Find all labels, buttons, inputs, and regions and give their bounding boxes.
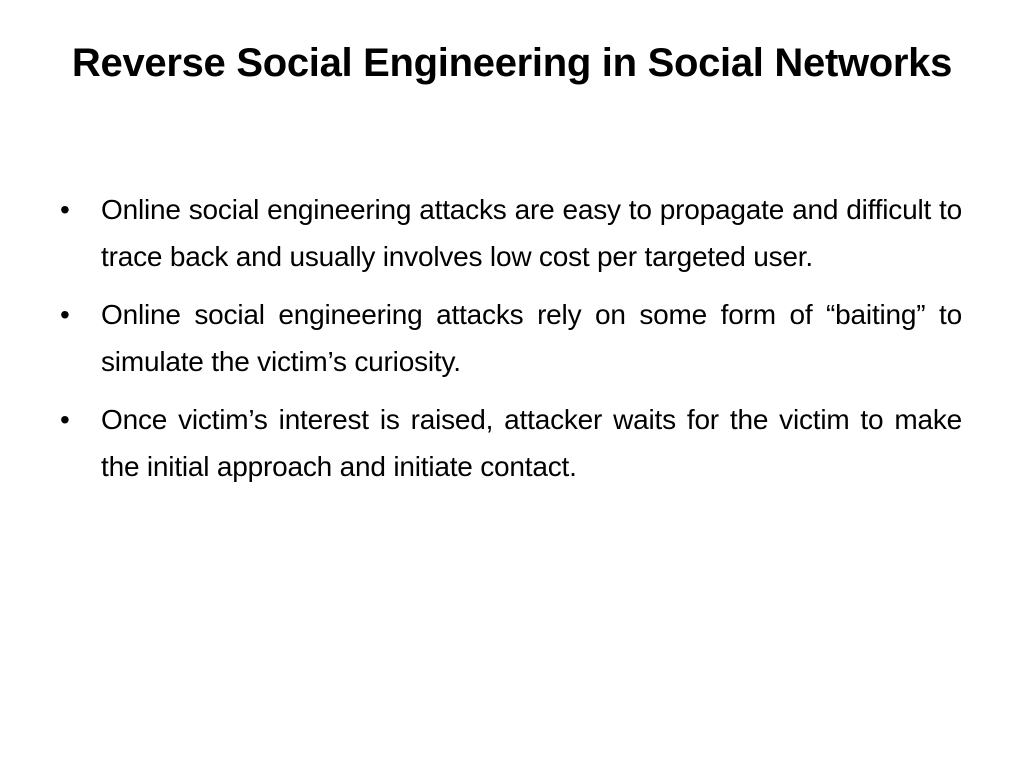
slide-title: Reverse Social Engineering in Social Networks xyxy=(71,41,953,85)
bullet-dot-icon: • xyxy=(60,299,70,330)
bullet-item xyxy=(60,186,962,280)
bullet-dot-icon: • xyxy=(60,194,70,225)
bullet-item xyxy=(60,396,962,490)
bullet-text: Online social engineering attacks are easy to propagate and difficult to trace back and usually involves low cost per targeted user. xyxy=(101,194,962,272)
bullet-text: Once victim’s interest is raised, attacker waits for the victim to make the initial approach and initiate contact. xyxy=(101,404,962,482)
bullet-item xyxy=(60,291,962,385)
bullet-list xyxy=(60,186,962,501)
bullet-text: Online social engineering attacks rely on some form of “baiting” to simulate the victim’s curiosity. xyxy=(101,299,962,377)
bullet-dot-icon: • xyxy=(60,404,70,435)
